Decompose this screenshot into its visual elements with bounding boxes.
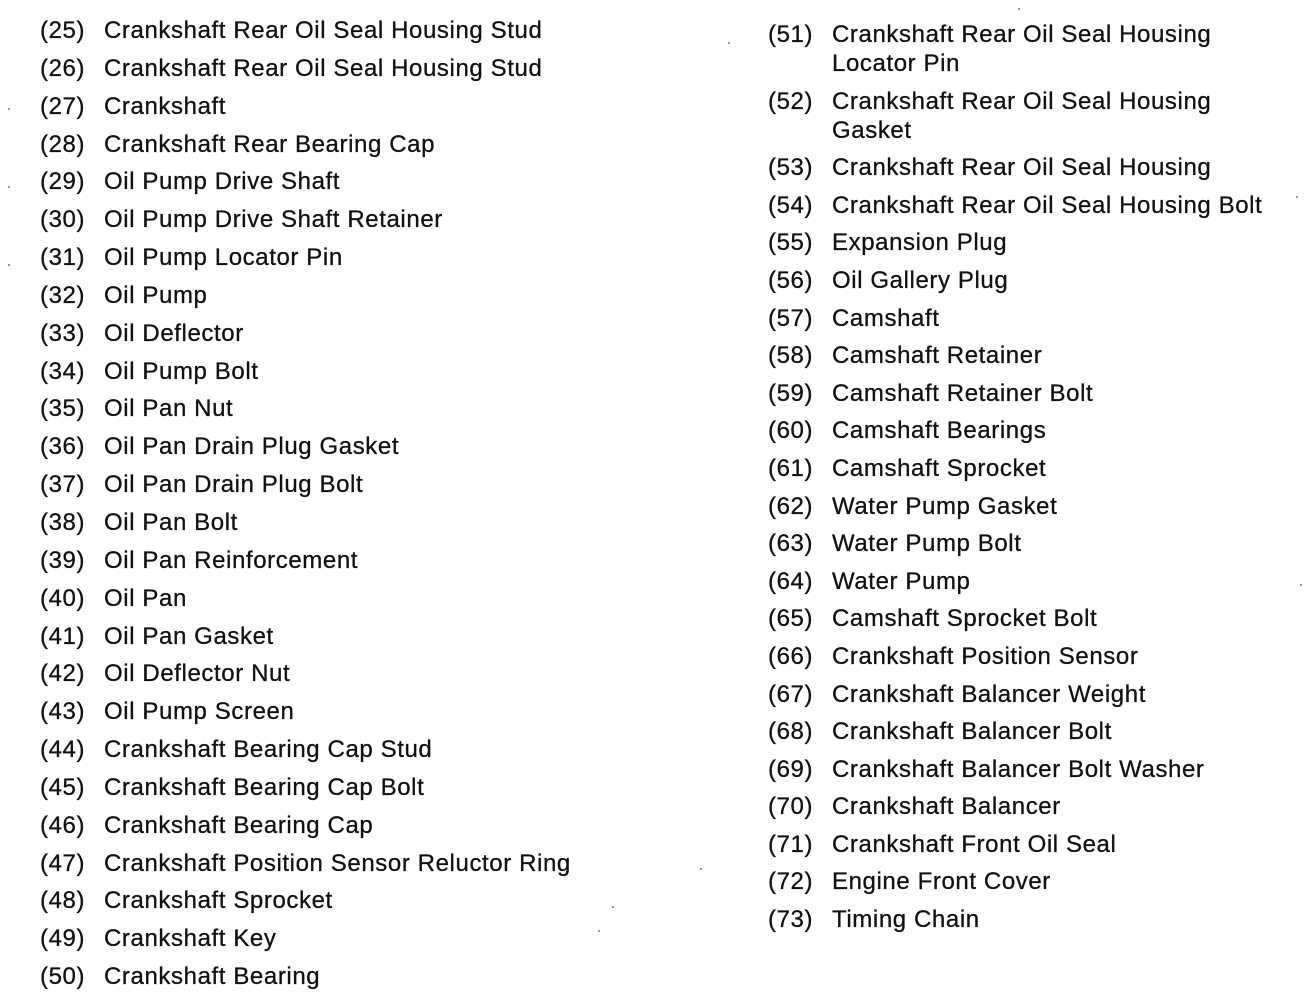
list-item — [40, 54, 700, 92]
item-label: Oil Pan Bolt — [104, 508, 238, 536]
list-item — [40, 962, 700, 1000]
item-number: (73) — [768, 906, 814, 934]
item-label: Oil Pan Reinforcement — [104, 546, 359, 574]
item-number: (61) — [768, 454, 814, 482]
item-number: (68) — [768, 718, 814, 746]
item-label: Oil Pan Drain Plug Gasket — [104, 433, 400, 461]
item-label: Crankshaft Sprocket — [104, 887, 333, 915]
list-item — [40, 773, 700, 811]
scan-speck — [612, 906, 614, 908]
list-item — [768, 304, 1288, 333]
item-label: Crankshaft Rear Oil Seal Housing Gasket — [832, 87, 1212, 144]
item-label: Oil Pan Gasket — [104, 622, 274, 650]
item-number: (39) — [40, 546, 86, 574]
item-label: Camshaft — [832, 304, 940, 332]
item-number: (71) — [768, 830, 814, 858]
item-number: (44) — [40, 736, 86, 764]
item-number: (69) — [768, 755, 814, 783]
item-number: (72) — [768, 868, 814, 896]
item-number: (37) — [40, 471, 86, 499]
item-number: (42) — [40, 660, 86, 688]
item-label: Camshaft Retainer — [832, 342, 1043, 370]
item-number: (25) — [40, 17, 86, 44]
list-item — [40, 546, 700, 584]
list-item — [40, 886, 700, 924]
item-number: (55) — [768, 229, 814, 257]
list-item — [768, 792, 1288, 821]
list-item — [40, 924, 700, 962]
scan-speck — [8, 108, 10, 110]
item-label: Crankshaft Bearing Cap Bolt — [104, 773, 425, 801]
list-item — [768, 830, 1288, 859]
item-label: Crankshaft Balancer Bolt — [832, 718, 1112, 746]
item-number: (66) — [768, 642, 814, 670]
list-item — [40, 167, 700, 205]
scan-speck — [700, 868, 702, 870]
item-label: Crankshaft Rear Oil Seal Housing Locator Pin — [832, 21, 1212, 77]
list-item — [40, 130, 700, 168]
item-number: (35) — [40, 395, 86, 423]
item-label: Engine Front Cover — [832, 868, 1051, 896]
item-number: (67) — [768, 680, 814, 708]
item-label: Camshaft Sprocket — [832, 454, 1047, 482]
item-label: Oil Deflector — [104, 319, 244, 347]
list-item — [768, 416, 1288, 445]
list-item — [768, 266, 1288, 295]
item-label: Crankshaft Position Sensor Reluctor Ring — [104, 849, 571, 877]
item-number: (27) — [40, 92, 86, 120]
list-item — [40, 205, 700, 243]
item-number: (57) — [768, 304, 814, 332]
scan-speck — [1018, 8, 1020, 10]
scan-speck — [8, 264, 10, 266]
item-number: (38) — [40, 508, 86, 536]
list-item — [768, 867, 1288, 896]
list-item — [40, 281, 700, 319]
item-label: Crankshaft Position Sensor — [832, 642, 1139, 670]
item-number: (53) — [768, 154, 814, 182]
item-number: (30) — [40, 206, 86, 234]
item-number: (64) — [768, 567, 814, 595]
item-number: (34) — [40, 357, 86, 385]
item-number: (70) — [768, 793, 814, 821]
item-number: (46) — [40, 811, 86, 839]
item-label: Crankshaft Balancer Bolt Washer — [832, 755, 1205, 783]
item-number: (47) — [40, 849, 86, 877]
item-label: Crankshaft Bearing Cap — [104, 811, 374, 839]
item-label: Crankshaft Front Oil Seal — [832, 830, 1117, 858]
item-number: (65) — [768, 605, 814, 633]
list-item — [768, 680, 1288, 709]
list-item — [768, 87, 1288, 145]
item-label: Crankshaft Rear Oil Seal Housing — [832, 154, 1212, 182]
list-item — [40, 432, 700, 470]
list-item — [768, 642, 1288, 671]
list-item — [768, 228, 1288, 257]
item-label: Crankshaft Rear Oil Seal Housing Stud — [104, 17, 543, 44]
item-label: Crankshaft Key — [104, 925, 277, 953]
item-number: (31) — [40, 244, 86, 272]
item-number: (49) — [40, 925, 86, 953]
item-number: (29) — [40, 168, 86, 196]
list-item — [768, 529, 1288, 558]
list-item — [768, 379, 1288, 408]
item-label: Oil Deflector Nut — [104, 660, 291, 688]
item-label: Oil Pan Nut — [104, 395, 234, 423]
item-number: (28) — [40, 130, 86, 158]
item-label: Camshaft Sprocket Bolt — [832, 605, 1098, 633]
item-label: Timing Chain — [832, 906, 980, 934]
item-label: Oil Pump Drive Shaft Retainer — [104, 206, 443, 234]
item-label: Crankshaft — [104, 92, 227, 120]
list-item — [40, 849, 700, 887]
item-number: (52) — [768, 87, 814, 115]
item-label: Crankshaft Bearing Cap Stud — [104, 736, 433, 764]
scan-speck — [1300, 584, 1302, 586]
item-label: Oil Pan Drain Plug Bolt — [104, 471, 364, 499]
item-number: (54) — [768, 191, 814, 219]
list-item — [40, 622, 700, 660]
item-label: Oil Pump Bolt — [104, 357, 259, 385]
item-label: Crankshaft Rear Oil Seal Housing Stud — [104, 54, 543, 82]
item-number: (36) — [40, 433, 86, 461]
item-number: (32) — [40, 281, 86, 309]
list-item — [40, 735, 700, 773]
item-number: (40) — [40, 584, 86, 612]
item-label: Crankshaft Balancer Weight — [832, 680, 1146, 708]
item-number: (48) — [40, 887, 86, 915]
item-label: Oil Pump Locator Pin — [104, 244, 343, 272]
item-label: Crankshaft Balancer — [832, 793, 1061, 821]
item-label: Expansion Plug — [832, 229, 1008, 257]
list-item — [40, 584, 700, 622]
item-label: Crankshaft Bearing — [104, 963, 321, 991]
item-label: Water Pump — [832, 567, 971, 595]
list-item — [40, 243, 700, 281]
item-number: (56) — [768, 266, 814, 294]
item-label: Crankshaft Rear Bearing Cap — [104, 130, 436, 158]
scan-speck — [728, 42, 730, 44]
item-label: Water Pump Gasket — [832, 492, 1058, 520]
list-item — [40, 659, 700, 697]
item-number: (59) — [768, 379, 814, 407]
item-label: Camshaft Bearings — [832, 417, 1047, 445]
list-item — [768, 717, 1288, 746]
item-label: Water Pump Bolt — [832, 530, 1022, 558]
list-item — [40, 697, 700, 735]
list-item — [768, 567, 1288, 596]
item-label: Camshaft Retainer Bolt — [832, 379, 1094, 407]
list-item — [40, 16, 700, 54]
scan-speck — [8, 186, 10, 188]
list-item — [768, 20, 1288, 78]
item-label: Oil Pan — [104, 584, 187, 612]
list-item — [768, 604, 1288, 633]
item-number: (62) — [768, 492, 814, 520]
item-number: (33) — [40, 319, 86, 347]
item-label: Oil Pump — [104, 281, 208, 309]
item-number: (43) — [40, 698, 86, 726]
list-item — [40, 470, 700, 508]
scan-speck — [598, 930, 600, 932]
item-number: (58) — [768, 342, 814, 370]
list-item — [768, 153, 1288, 182]
scan-speck — [1296, 196, 1298, 198]
parts-list-right — [768, 20, 1288, 943]
item-number: (26) — [40, 54, 86, 82]
item-label: Oil Pump Drive Shaft — [104, 168, 341, 196]
list-item — [40, 508, 700, 546]
list-item — [768, 454, 1288, 483]
parts-list-left — [40, 16, 700, 1000]
item-number: (51) — [768, 21, 814, 48]
item-number: (41) — [40, 622, 86, 650]
item-label: Oil Pump Screen — [104, 698, 295, 726]
item-number: (63) — [768, 530, 814, 558]
list-item — [768, 341, 1288, 370]
list-item — [40, 811, 700, 849]
list-item — [768, 755, 1288, 784]
list-item — [768, 191, 1288, 220]
item-label: Crankshaft Rear Oil Seal Housing Bolt — [832, 191, 1263, 219]
item-label: Oil Gallery Plug — [832, 266, 1009, 294]
item-number: (50) — [40, 963, 86, 991]
list-item — [768, 492, 1288, 521]
item-number: (60) — [768, 417, 814, 445]
list-item — [768, 905, 1288, 934]
list-item — [40, 92, 700, 130]
list-item — [40, 357, 700, 395]
list-item — [40, 394, 700, 432]
list-item — [40, 319, 700, 357]
item-number: (45) — [40, 773, 86, 801]
